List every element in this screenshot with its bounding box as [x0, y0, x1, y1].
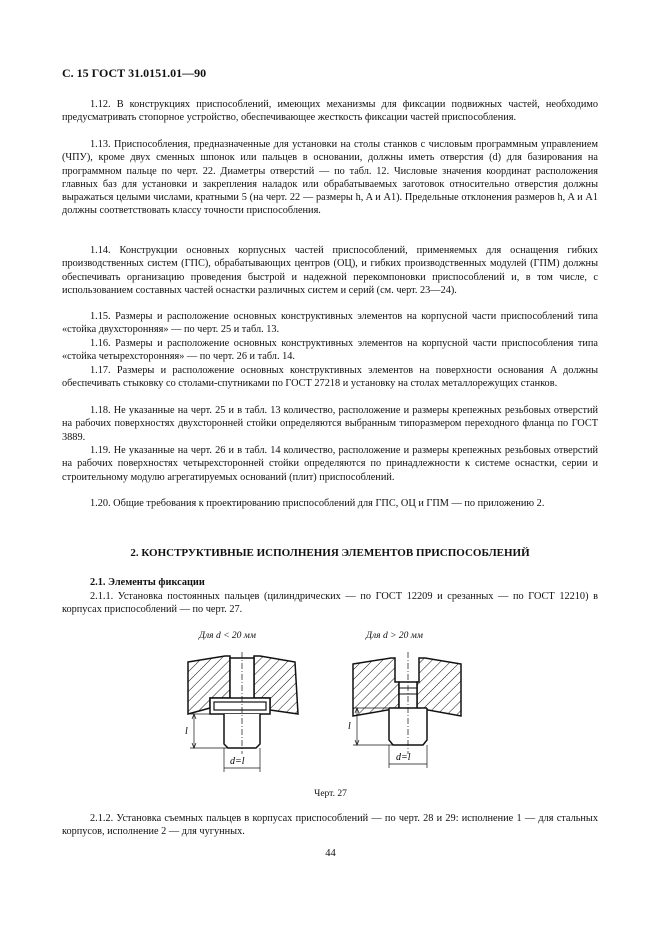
paragraph-2-1-1: 2.1.1. Установка постоянных пальцев (цилиндрических — по ГОСТ 12209 и срезанных — по ГОСТ 12210) в корпусах приспособлений — по черт. 27. [62, 591, 598, 616]
section-title: 2. КОНСТРУКТИВНЫЕ ИСПОЛНЕНИЯ ЭЛЕМЕНТОВ ПРИСПОСОБЛЕНИЙ [130, 547, 530, 559]
paragraph-1-16: 1.16. Размеры и расположение основных конструктивных элементов на корпусной части приспособления типа «стойка четырехсторонняя» — по черт. 26 и табл. 14. [62, 338, 598, 363]
figure-left-label: Для d < 20 мм [199, 631, 256, 641]
page-number: 44 [325, 848, 336, 859]
dim-l-label: l [348, 721, 351, 732]
dim-d-label: d=l [396, 752, 411, 763]
paragraph-1-13: 1.13. Приспособления, предназначенные для установки на столы станков с числовым программным управлением (ЧПУ), кроме двух сменных шпонок или пальцев в основании, должны иметь отверстия (d) для базирования на программном пальце по черт. 22. Диаметры отверстий — по табл. 12. Числовые значения координат расположения главных баз для установки и закрепления наладок или обрабатываемых заготовок относительно отверстия должны выражаться целыми числами, кратными 5 (на черт. 22 — размеры h, A и A1). Предельные отклонения размеров h, A и A1 должны соответствовать классу точности приспособления. [62, 139, 598, 217]
paragraph-1-17: 1.17. Размеры и расположение основных конструктивных элементов на поверхности основания A должны обеспечивать стыковку со столами-спутниками по ГОСТ 27218 и установку на столах металлорежущих станков. [62, 365, 598, 390]
figure-caption: Черт. 27 [314, 789, 347, 799]
paragraph-1-20: 1.20. Общие требования к проектированию приспособлений для ГПС, ОЦ и ГПМ — по приложению 2. [90, 498, 545, 509]
paragraph-2-1-2: 2.1.2. Установка съемных пальцев в корпусах приспособлений — по черт. 28 и 29: исполнение 1 — для стальных корпусов, исполнение 2 — для чугунных. [62, 813, 598, 838]
dim-d-label: d=l [230, 756, 245, 767]
paragraph-1-19: 1.19. Не указанные на черт. 26 и в табл. 14 количество, расположение и размеры крепежных резьбовых отверстий на рабочих поверхностях четырехсторонней стойки определяются по принадлежности к системе оснастки, серии и строительному модулю агрегатируемых оснований (плит) приспособлений. [62, 445, 598, 483]
paragraph-1-18: 1.18. Не указанные на черт. 25 и в табл. 13 количество, расположение и размеры крепежных резьбовых отверстий на рабочих поверхностях двухсторонней стойки определяются выбранным типоразмером переходного фланца по ГОСТ 3889. [62, 405, 598, 443]
drawing-small-pin [180, 650, 310, 775]
paragraph-1-14: 1.14. Конструкции основных корпусных частей приспособлений, применяемых для оснащения гибких производственных систем (ГПС), обрабатывающих центров (ОЦ), и гибких производственных модулей (ГПМ) должны обеспечивать организацию проведения быстрой и надежной перекомпоновки приспособлений и, в том числе, с использованием составных частей оснастки различных систем и серий (см. черт. 23—24). [62, 245, 598, 296]
paragraph-1-15: 1.15. Размеры и расположение основных конструктивных элементов на корпусной части приспособлений типа «стойка двухсторонняя» — по черт. 25 и табл. 13. [62, 311, 598, 336]
drawing-large-pin [343, 650, 473, 775]
subsection-title: 2.1. Элементы фиксации [90, 577, 205, 588]
dim-l-label: l [185, 726, 188, 737]
figure-right-label: Для d > 20 мм [366, 631, 423, 641]
page-header: С. 15 ГОСТ 31.0151.01—90 [62, 66, 207, 80]
paragraph-1-12: 1.12. В конструкциях приспособлений, имеющих механизмы для фиксации подвижных частей, необходимо предусматривать стопорное устройство, обеспечивающее жесткость фиксации частей приспособления. [62, 99, 598, 124]
